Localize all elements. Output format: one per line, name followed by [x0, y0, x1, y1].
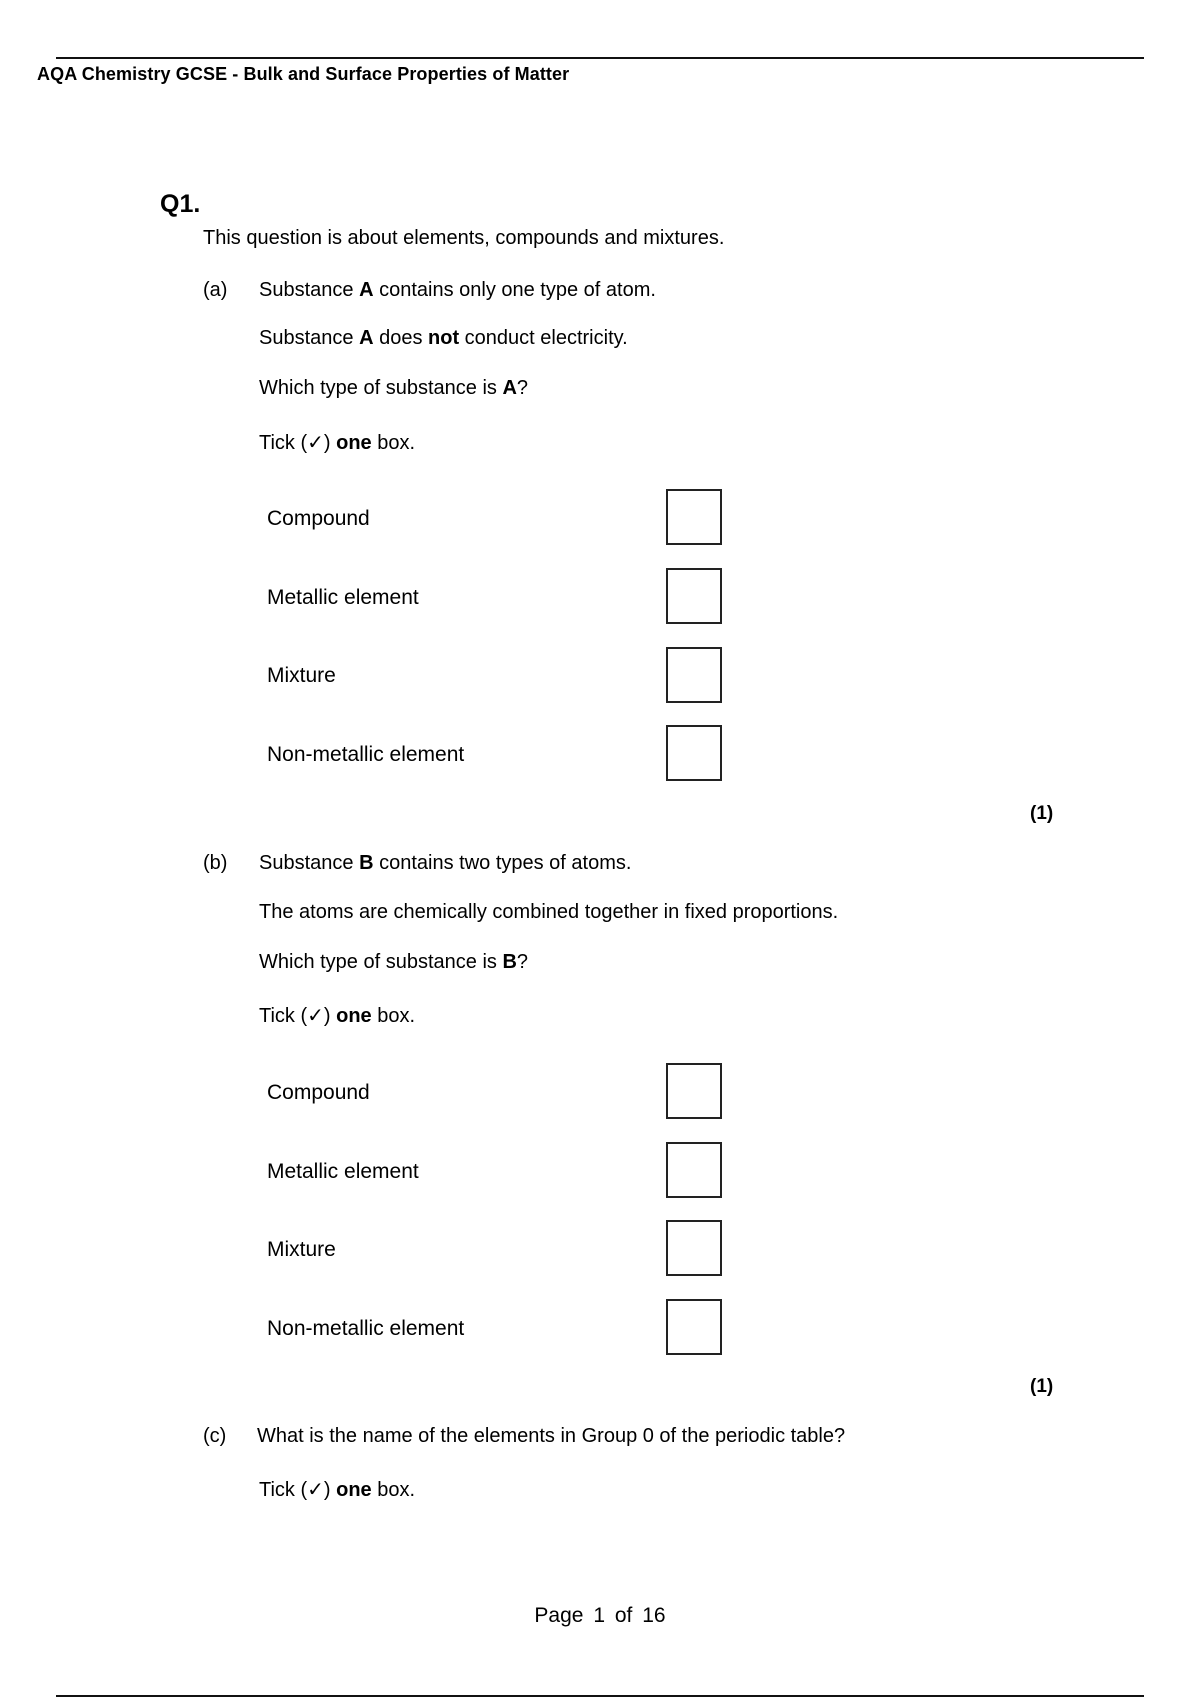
question-intro: This question is about elements, compounds and mixtures. — [203, 227, 725, 249]
part-a-checkbox-mixture[interactable] — [666, 647, 722, 703]
part-b-option-mixture: Mixture — [267, 1238, 336, 1261]
page-footer — [0, 1604, 1200, 1628]
part-b-option-nonmetallic: Non-metallic element — [267, 1317, 465, 1340]
part-a-option-metallic: Metallic element — [267, 586, 419, 609]
part-c-question: What is the name of the elements in Group 0 of the periodic table? — [257, 1425, 846, 1447]
part-a-line1: Substance A contains only one type of atom. — [259, 279, 656, 301]
part-b-checkbox-mixture[interactable] — [666, 1220, 722, 1276]
part-b-label: (b) — [203, 852, 228, 874]
part-a-checkbox-metallic[interactable] — [666, 568, 722, 624]
part-a-checkbox-compound[interactable] — [666, 489, 722, 545]
part-b-checkbox-metallic[interactable] — [666, 1142, 722, 1198]
footer-page-current: 1 — [593, 1604, 605, 1627]
footer-of-word: of — [614, 1604, 633, 1627]
part-b-option-compound: Compound — [267, 1081, 370, 1104]
part-b-checkbox-nonmetallic[interactable] — [666, 1299, 722, 1355]
part-a-marks: (1) — [1030, 803, 1054, 824]
footer-page-total: 16 — [642, 1604, 666, 1627]
part-b-line1: Substance B contains two types of atoms. — [259, 852, 632, 874]
part-b-option-metallic: Metallic element — [267, 1160, 419, 1183]
part-b-marks: (1) — [1030, 1376, 1054, 1397]
part-a-option-nonmetallic: Non-metallic element — [267, 743, 465, 766]
question-number: Q1. — [160, 190, 201, 218]
part-b-checkbox-compound[interactable] — [666, 1063, 722, 1119]
part-a-checkbox-nonmetallic[interactable] — [666, 725, 722, 781]
part-b-instruction: Tick (✓) one box. — [259, 1005, 416, 1027]
part-b-line2: The atoms are chemically combined together in fixed proportions. — [259, 901, 839, 923]
footer-rule — [56, 1695, 1144, 1697]
document-title: AQA Chemistry GCSE - Bulk and Surface Properties of Matter — [37, 64, 570, 84]
part-a-label: (a) — [203, 279, 228, 301]
part-b-question: Which type of substance is B? — [259, 951, 529, 973]
part-a-option-compound: Compound — [267, 507, 370, 530]
part-a-question: Which type of substance is A? — [259, 377, 529, 399]
part-a-option-mixture: Mixture — [267, 664, 336, 687]
footer-page-word: Page — [534, 1604, 584, 1627]
part-a-line2: Substance A does not conduct electricity. — [259, 327, 628, 349]
part-c-instruction: Tick (✓) one box. — [259, 1479, 416, 1501]
header-rule — [56, 57, 1144, 59]
part-c-label: (c) — [203, 1425, 227, 1447]
part-a-instruction: Tick (✓) one box. — [259, 432, 416, 454]
